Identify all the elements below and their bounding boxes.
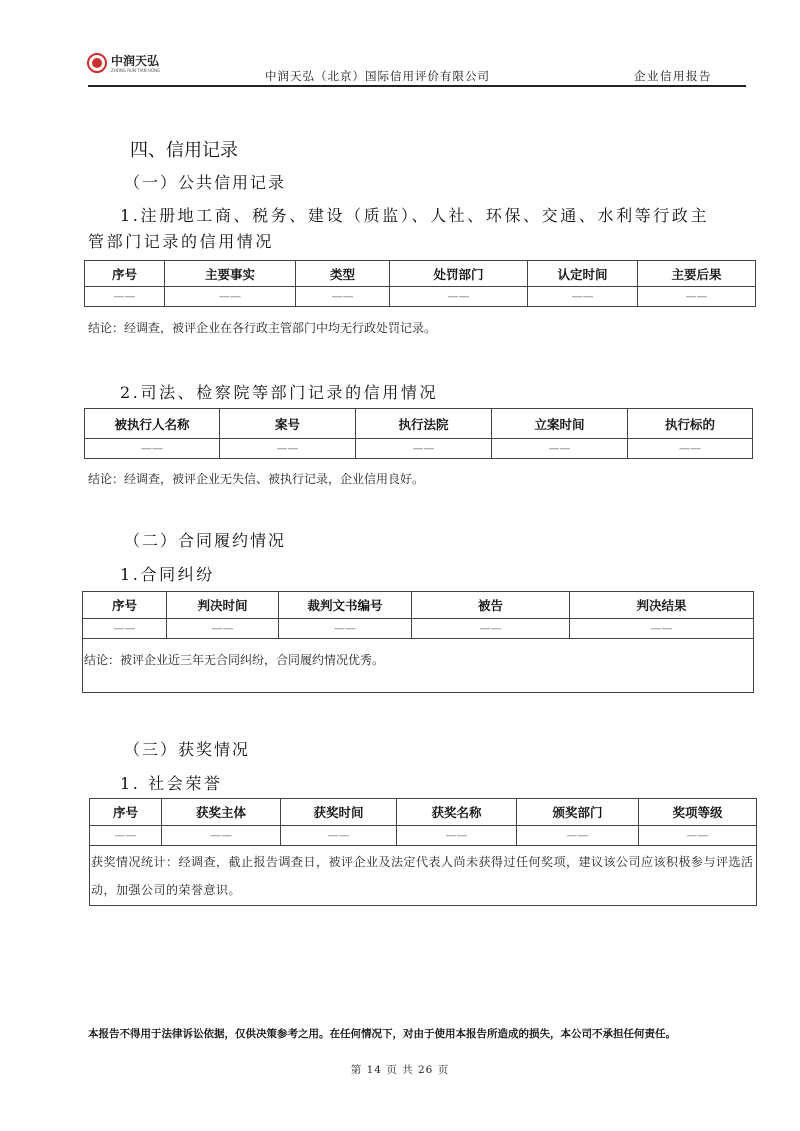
column-header: 立案时间 (492, 409, 628, 439)
admin-records-title-line2: 管部门记录的信用情况 (88, 232, 275, 251)
column-header: 案号 (220, 409, 356, 439)
contract-disputes-title: 1.合同纠纷 (120, 565, 215, 584)
admin-records-conclusion: 结论：经调查，被评企业在各行政主管部门中均无行政处罚记录。 (88, 321, 437, 335)
column-header: 判决时间 (167, 592, 279, 619)
column-header: 序号 (90, 799, 162, 826)
table-row (90, 826, 757, 846)
table-cell: —— (638, 287, 756, 307)
table-cell: —— (279, 619, 412, 639)
table-cell: —— (83, 619, 167, 639)
column-header: 处罚部门 (390, 261, 528, 287)
subsection-awards-title: （三）获奖情况 (124, 740, 251, 759)
judicial-records-table (84, 408, 753, 459)
table-header-row (90, 799, 757, 826)
column-header: 序号 (83, 592, 167, 619)
table-row (83, 619, 754, 639)
contract-disputes-conclusion: 结论：被评企业近三年无合同纠纷，合同履约情况优秀。 (83, 639, 754, 693)
column-header: 主要后果 (638, 261, 756, 287)
table-cell: —— (356, 439, 492, 459)
table-cell: —— (90, 826, 162, 846)
table-cell: —— (517, 826, 639, 846)
social-honors-table (89, 798, 757, 906)
column-header: 被告 (412, 592, 570, 619)
company-logo (87, 50, 179, 78)
table-cell: —— (85, 287, 165, 307)
header-report-type: 企业信用报告 (634, 69, 712, 83)
section-title: 四、信用记录 (130, 140, 238, 161)
table-cell: —— (628, 439, 753, 459)
subsection-public-title: （一）公共信用记录 (124, 173, 287, 192)
judicial-records-title: 2.司法、检察院等部门记录的信用情况 (120, 383, 439, 402)
footer-disclaimer: 本报告不得用于法律诉讼依据，仅供决策参考之用。在任何情况下，对由于使用本报告所造成的损失，本公司不承担任何责任。 (88, 1028, 676, 1040)
table-cell: —— (390, 287, 528, 307)
table-cell: —— (412, 619, 570, 639)
table-cell: —— (167, 619, 279, 639)
contract-disputes-table (82, 591, 754, 693)
column-header: 裁判文书编号 (279, 592, 412, 619)
admin-records-title-line1: 1.注册地工商、税务、建设（质监）、人社、环保、交通、水利等行政主 (120, 206, 710, 225)
logo-text: 中润天弘 (111, 54, 160, 68)
table-cell: —— (639, 826, 757, 846)
column-header: 获奖主体 (162, 799, 281, 826)
column-header: 执行法院 (356, 409, 492, 439)
table-cell: —— (281, 826, 397, 846)
table-header-row (85, 261, 756, 287)
column-header: 类型 (296, 261, 390, 287)
table-row (85, 287, 756, 307)
column-header: 被执行人名称 (85, 409, 220, 439)
table-cell: —— (528, 287, 638, 307)
header-company-name: 中润天弘（北京）国际信用评价有限公司 (265, 69, 490, 83)
table-header-row (83, 592, 754, 619)
table-header-row (85, 409, 753, 439)
column-header: 获奖时间 (281, 799, 397, 826)
summary-row (90, 846, 757, 906)
table-cell: —— (85, 439, 220, 459)
column-header: 奖项等级 (639, 799, 757, 826)
logo-emblem-icon (87, 53, 107, 73)
header-divider (88, 85, 746, 87)
table-cell: —— (162, 826, 281, 846)
table-cell: —— (492, 439, 628, 459)
column-header: 认定时间 (528, 261, 638, 287)
table-cell: —— (220, 439, 356, 459)
table-row (85, 439, 753, 459)
judicial-records-conclusion: 结论：经调查，被评企业无失信、被执行记录，企业信用良好。 (88, 472, 425, 486)
column-header: 判决结果 (570, 592, 754, 619)
table-cell: —— (165, 287, 296, 307)
page-number: 第 14 页 共 26 页 (350, 1064, 450, 1076)
column-header: 执行标的 (628, 409, 753, 439)
subsection-contract-title: （二）合同履约情况 (124, 531, 287, 550)
conclusion-row (83, 639, 754, 693)
table-cell: —— (296, 287, 390, 307)
column-header: 主要事实 (165, 261, 296, 287)
column-header: 获奖名称 (397, 799, 517, 826)
table-cell: —— (570, 619, 754, 639)
column-header: 颁奖部门 (517, 799, 639, 826)
social-honors-summary: 获奖情况统计：经调查，截止报告调查日，被评企业及法定代表人尚未获得过任何奖项，建议该公司应该积极参与评选活动，加强公司的荣誉意识。 (90, 846, 757, 906)
social-honors-title: 1. 社会荣誉 (120, 774, 223, 793)
logo-subtext: ZHONG RUN TIAN HONG (111, 68, 161, 73)
admin-records-table (84, 260, 756, 307)
table-cell: —— (397, 826, 517, 846)
column-header: 序号 (85, 261, 165, 287)
